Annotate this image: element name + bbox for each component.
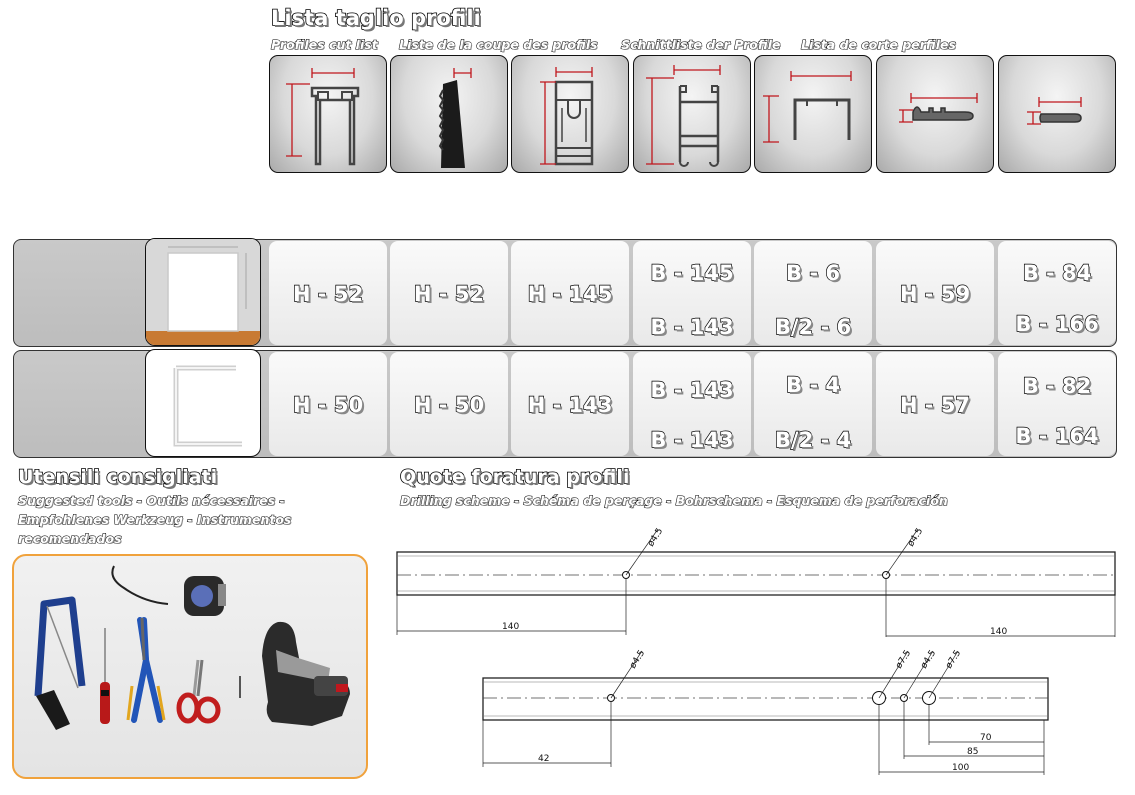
- profile-d-icon: [634, 56, 751, 173]
- dimension-label: 140: [990, 627, 1008, 637]
- page-title: Lista taglio profili: [271, 6, 481, 30]
- dimension-label: 140: [502, 622, 520, 632]
- hole-label: ø7.5: [944, 648, 964, 671]
- row-2-cell-1: [269, 352, 387, 456]
- profile-card-5: [754, 55, 872, 173]
- row-2-cell-7: [998, 352, 1116, 456]
- channel-profile-icon: [755, 56, 872, 173]
- row-2-cell-2: [390, 352, 508, 456]
- cut-value: H - 50: [413, 393, 485, 417]
- cut-value: B - 164: [1015, 424, 1099, 448]
- dimension-label: 42: [538, 754, 550, 764]
- cut-value: B/2 - 4: [774, 428, 852, 452]
- drilling-profile-1: [396, 527, 1135, 637]
- row-2-cell-6: [876, 352, 994, 456]
- cut-value: B - 166: [1015, 312, 1099, 336]
- cut-value: H - 59: [899, 282, 971, 306]
- row-2-cell-5: [754, 352, 872, 456]
- tools-subtitle-line-3: recomendados: [18, 531, 122, 546]
- flat-profile-icon: [877, 56, 994, 173]
- cut-value: B - 145: [650, 261, 734, 285]
- small-flat-profile-icon: [999, 56, 1116, 173]
- tape-measure-icon: [112, 566, 226, 616]
- cut-value: H - 52: [413, 282, 485, 306]
- cut-value: B/2 - 6: [774, 315, 852, 339]
- hole-label: ø4.5: [919, 648, 939, 671]
- tools-photo: [12, 554, 368, 779]
- drilling-title: Quote foratura profili: [400, 466, 630, 488]
- cut-value: H - 50: [292, 393, 364, 417]
- row-1-cell-1: [269, 241, 387, 345]
- row-2-cell-3: [511, 352, 629, 456]
- row-2-cell-4: [633, 352, 751, 456]
- hole-label: ø4.5: [628, 648, 648, 671]
- drilling-profile-2: [482, 645, 1062, 775]
- tools-title: Utensili consigliati: [18, 466, 218, 488]
- profile-card-4: [633, 55, 751, 173]
- cut-value: B - 4: [786, 373, 840, 397]
- hole-label: ø4.5: [646, 527, 666, 549]
- cut-value: B - 84: [1022, 261, 1092, 285]
- cut-value: H - 57: [899, 393, 971, 417]
- drilling-subtitle: Drilling scheme - Schéma de perçage - Bohrschema - Esquema de perforación: [400, 493, 948, 508]
- gasket-profile-icon: [391, 56, 508, 173]
- profile-card-7: [998, 55, 1116, 173]
- dimension-label: 85: [967, 747, 979, 757]
- screwdriver-icon: [100, 628, 110, 724]
- cut-value: B - 143: [650, 378, 734, 402]
- page-subtitle: [271, 37, 991, 55]
- cut-value: H - 52: [292, 282, 364, 306]
- row-1-cell-3: [511, 241, 629, 345]
- subtitle-en: Profiles cut list: [271, 37, 378, 52]
- row-2-thumbnail: [145, 349, 261, 457]
- profile-card-6: [876, 55, 994, 173]
- profile-card-2: [390, 55, 508, 173]
- cut-value: H - 143: [527, 393, 613, 417]
- subtitle-de: Schnittliste der Profile: [621, 37, 781, 52]
- row-1-thumbnail: [145, 238, 261, 346]
- tools-subtitle-line-2: Empfohlenes Werkzeug - Instrumentos: [18, 512, 292, 527]
- tools-subtitle-line-1: Suggested tools - Outils nécessaires -: [18, 493, 285, 508]
- cut-value: H - 145: [527, 282, 613, 306]
- dimension-label: 70: [980, 733, 992, 743]
- row-1-cell-4: [633, 241, 751, 345]
- cut-value: B - 6: [786, 261, 840, 285]
- cut-value: B - 143: [650, 315, 734, 339]
- profile-card-3: [511, 55, 629, 173]
- profile-c-icon: [512, 56, 629, 173]
- screen-panel-icon: [146, 239, 261, 346]
- pliers-icon: [128, 618, 164, 720]
- scissors-icon: [179, 660, 218, 721]
- profile-card-1: [269, 55, 387, 173]
- hole-label: ø7.5: [894, 648, 914, 671]
- row-1-cell-6: [876, 241, 994, 345]
- frame-corner-icon: [146, 350, 261, 457]
- hacksaw-icon: [36, 600, 82, 730]
- dimension-label: 100: [952, 763, 970, 773]
- row-1-cell-7: [998, 241, 1116, 345]
- row-1-cell-5: [754, 241, 872, 345]
- hole-label: ø4.5: [906, 527, 926, 549]
- drill-icon: [240, 622, 350, 726]
- cut-value: B - 143: [650, 428, 734, 452]
- row-1-cell-2: [390, 241, 508, 345]
- cut-value: B - 82: [1022, 374, 1092, 398]
- subtitle-es: Lista de corte perfiles: [801, 37, 956, 52]
- profile-a-icon: [270, 56, 387, 173]
- subtitle-fr: Liste de la coupe des profils: [399, 37, 598, 52]
